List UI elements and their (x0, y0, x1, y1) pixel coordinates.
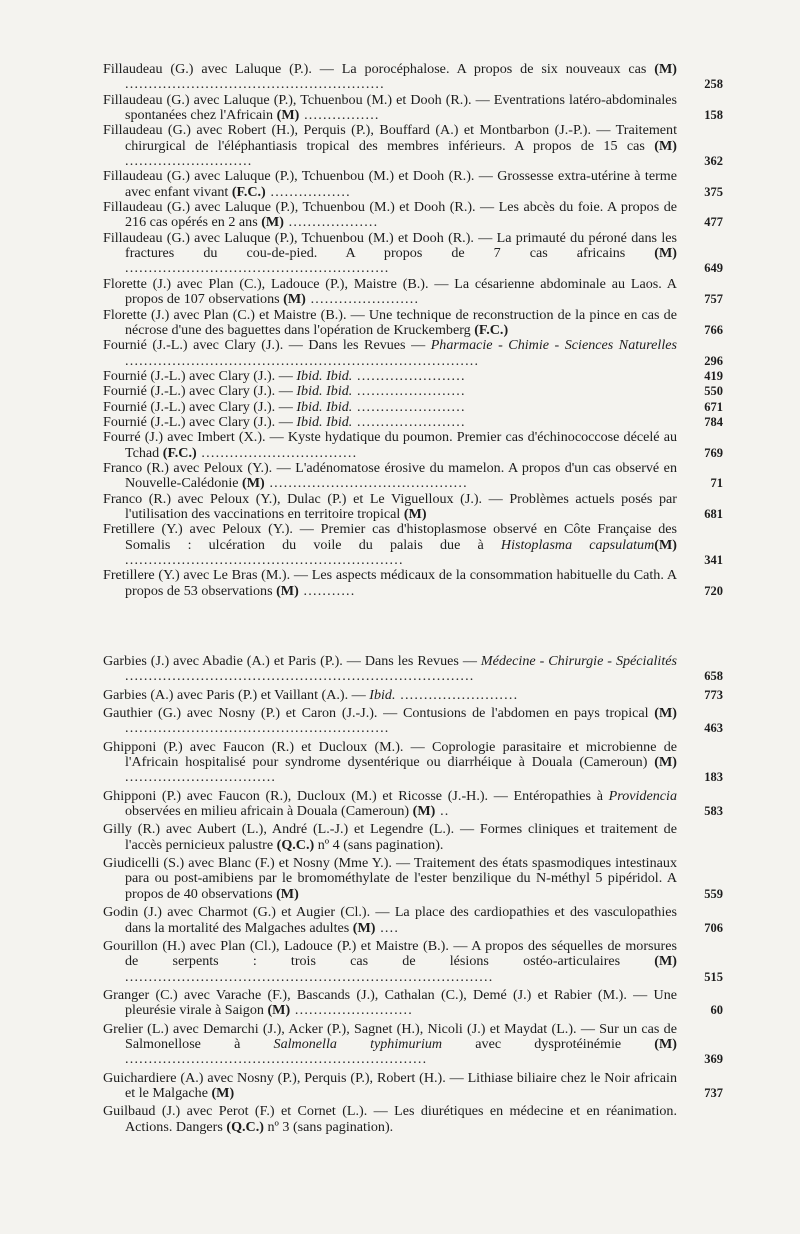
entry-page-number: 477 (704, 215, 723, 230)
index-entry (103, 277, 723, 308)
entry-citation: Grelier (L.) avec Demarchi (J.), Acker (P.), Sagnet (H.), Nicoli (J.) et Maydat (L.). — Sur un cas de Salmonellose à (103, 1020, 677, 1052)
entry-citation: Fillaudeau (G.) avec Laluque (P.), Tchuenbou (M.) et Dooh (R.). — Grossesse extra-utérine à terme avec enfant vivant (103, 168, 677, 200)
entry-text (103, 62, 677, 93)
entry-citation: Fournié (J.-L.) avec Clary (J.). — Dans les Revues — (103, 337, 431, 354)
entry-citation: Fillaudeau (G.) avec Robert (H.), Perquis (P.), Bouffard (A.) et Montbarbon (J.-P.). — Traitement chirurgical de l'éléphantiasis tropical des membres inférieurs. A propos de 15 cas (103, 122, 677, 154)
entry-leader-dots: ........................................................... (125, 552, 404, 568)
entry-leader-dots: ....................... (352, 413, 466, 430)
entry-text (103, 789, 677, 820)
entry-page-number: 375 (704, 184, 723, 199)
entry-citation: Fillaudeau (G.) avec Laluque (P.), Tchuenbou (M.) et Dooh (R.). — Eventrations latéro-abdominales spontanées chez l'Africain (103, 91, 677, 124)
entry-leader-dots: ........................... (125, 153, 253, 170)
entry-page-number: 183 (704, 770, 723, 785)
entry-citation: Fournié (J.-L.) avec Clary (J.). — (103, 367, 297, 384)
entry-type-badge: (M) (654, 1035, 677, 1052)
entry-citation: Gourillon (H.) avec Plan (Cl.), Ladouce (P.) et Maistre (B.). — A propos des séquelles de morsures de serpents : trois cas de lésions ostéo-articulaires (103, 937, 677, 970)
entry-leader-dots: ....................... (352, 398, 466, 415)
entry-type-badge: (Q.C.) (276, 836, 315, 853)
index-entry (103, 905, 723, 936)
entry-citation: Franco (R.) avec Peloux (Y.), Dulac (P.) et Le Viguelloux (J.). — Problèmes actuels posés par l'utilisation des vaccinations en territoire tropical (103, 490, 677, 522)
entry-italic-title: Ibid. Ibid. (296, 413, 353, 430)
entry-citation-cont: observées en milieu africain à Douala (Cameroun) (125, 803, 413, 820)
entry-text (103, 568, 677, 599)
entry-leader-dots: ........................................................................... (125, 352, 480, 369)
index-entry (103, 1071, 723, 1102)
entry-page-number: 671 (704, 399, 723, 414)
entry-type-badge: (M) (276, 582, 299, 599)
entry-page-number: 296 (704, 353, 723, 368)
entry-leader-dots: ................................ (125, 769, 277, 786)
index-entry (103, 338, 723, 369)
index-entry (103, 939, 723, 985)
entry-text (103, 1104, 677, 1135)
entry-italic-title: Pharmacie - Chimie - Sciences Naturelles (430, 337, 677, 354)
entry-type-badge: (M) (261, 214, 284, 231)
entry-leader-dots: ................................. (196, 444, 358, 461)
entry-text (103, 415, 677, 430)
entry-leader-dots: .... (375, 919, 400, 936)
entry-note: nº 4 (sans pagination). (314, 836, 444, 853)
entry-page-number: 60 (710, 1003, 723, 1018)
entry-page-number: 681 (704, 506, 723, 521)
entry-citation: Florette (J.) avec Plan (C.) et Maistre (B.). — Une technique de reconstruction de la pince en cas de nécrose d'une des baguettes dans l'opération de Kruckemberg (103, 306, 677, 338)
index-entry (103, 1022, 723, 1068)
entry-citation: Fournié (J.-L.) avec Clary (J.). — (103, 383, 297, 400)
entry-page-number: 71 (710, 476, 723, 491)
entry-citation: Guilbaud (J.) avec Perot (F.) et Cornet (L.). — Les diurétiques en médecine et en réanimation. Actions. Dangers (103, 1103, 677, 1135)
index-entry (103, 822, 723, 853)
index-entry (103, 200, 723, 231)
entry-citation: Fillaudeau (G.) avec Laluque (P.). — La porocéphalose. A propos de six nouveaux cas (103, 61, 655, 77)
entry-page-number: 583 (704, 804, 723, 819)
entry-type-badge: (M) (654, 754, 677, 771)
index-entry (103, 856, 723, 902)
entry-page-number: 515 (704, 969, 723, 984)
entry-type-badge: (M) (403, 505, 427, 522)
entry-page-number: 766 (704, 322, 723, 337)
entry-citation: Gauthier (G.) avec Nosny (P.) et Caron (J.-J.). — Contusions de l'abdomen en pays tropical (103, 705, 655, 722)
index-entry (103, 123, 723, 169)
entry-citation: Ghipponi (P.) avec Faucon (R.) et Ducloux (M.). — Coprologie parasitaire et microbienne de l'Africain hospitalisé pour syndrome dysentérique ou diarrhéique à Douala (Cameroun) (103, 738, 677, 771)
entry-text (103, 905, 677, 936)
entry-text (103, 522, 677, 568)
index-entry (103, 62, 723, 93)
entry-citation: Giudicelli (S.) avec Blanc (F.) et Nosny (Mme Y.). — Traitement des états spasmodiques intestinaux para ou post-amibiens par le bromométhylate de l'ester benzilique du N-méthyl 5 pipéridol. A propos de 40 observations (103, 855, 677, 902)
entry-leader-dots: .............................................................................. (125, 968, 494, 985)
entry-page-number: 757 (704, 292, 723, 307)
index-entry (103, 308, 723, 339)
entry-leader-dots: ................ (299, 107, 380, 124)
entry-italic-title: Ibid. Ibid. (296, 383, 353, 400)
entry-citation: Garbies (J.) avec Abadie (A.) et Paris (P.). — Dans les Revues — (103, 653, 481, 669)
entry-text (103, 822, 677, 853)
entry-page-number: 559 (704, 886, 723, 901)
entry-type-badge: (M) (654, 137, 677, 154)
entry-text (103, 706, 677, 737)
entry-text (103, 200, 677, 231)
entry-leader-dots: ........................................................ (125, 260, 390, 277)
entry-citation: Franco (R.) avec Peloux (Y.). — L'adénomatose érosive du mamelon. A propos d'un cas observé en Nouvelle-Calédonie (103, 459, 677, 492)
entry-citation: Fournié (J.-L.) avec Clary (J.). — (103, 398, 297, 415)
entry-page-number: 158 (704, 108, 723, 123)
index-entry (103, 415, 723, 430)
entry-italic-title: Ibid. Ibid. (296, 367, 353, 384)
entry-text (103, 277, 677, 308)
index-entry (103, 231, 723, 277)
entry-text (103, 123, 677, 169)
entry-leader-dots: ........... (298, 582, 356, 599)
entry-citation: Fillaudeau (G.) avec Laluque (P.), Tchuenbou (M.) et Dooh (R.). — La primauté du péroné dans les fractures du cou-de-pied. A propos de 7 cas africains (103, 229, 677, 262)
entry-text (103, 461, 677, 492)
entry-text (103, 308, 677, 339)
entry-text (103, 688, 677, 703)
index-entry (103, 789, 723, 820)
entry-page-number: 463 (704, 721, 723, 736)
entry-type-badge: (F.C.) (231, 183, 266, 200)
entry-leader-dots: ......................... (290, 1002, 413, 1019)
entry-page-number: 773 (704, 687, 723, 702)
entry-italic-title: Histoplasma capsulatum (500, 536, 655, 553)
entry-type-badge: (F.C.) (474, 321, 509, 338)
entry-text (103, 93, 677, 124)
entry-text (103, 988, 677, 1019)
entry-leader-dots: ................... (283, 214, 379, 231)
entry-citation: Ghipponi (P.) avec Faucon (R.), Ducloux (M.) et Ricosse (J.-H.). — Entéropathies à (103, 787, 609, 804)
entry-citation: Garbies (A.) avec Paris (P.) et Vaillant (A.). — (103, 686, 370, 703)
entry-italic-title: Médecine - Chirurgie - Spécialités (480, 653, 677, 669)
entry-text (103, 231, 677, 277)
entry-type-badge: (M) (654, 245, 677, 262)
entry-page-number: 550 (704, 384, 723, 399)
entry-type-badge: (M) (276, 885, 299, 902)
index-entry (103, 400, 723, 415)
entry-citation-cont: avec dysprotéinémie (442, 1035, 655, 1052)
entry-italic-title: Ibid. Ibid. (296, 398, 353, 415)
entry-leader-dots: ....................................................... (125, 76, 385, 93)
entry-text (103, 856, 677, 902)
entry-page-number: 258 (704, 77, 723, 92)
index-entry (103, 461, 723, 492)
entry-text (103, 492, 677, 523)
entry-type-badge: (M) (412, 803, 436, 820)
index-entry (103, 384, 723, 399)
entry-citation: Fournié (J.-L.) avec Clary (J.). — (103, 413, 297, 430)
entry-text (103, 740, 677, 786)
entry-leader-dots: ........................................................ (125, 720, 390, 737)
entry-text (103, 1071, 677, 1102)
entry-leader-dots: ................................................................ (125, 1051, 428, 1068)
entry-citation: Fretillere (Y.) avec Le Bras (M.). — Les aspects médicaux de la consommation habituelle du Cath. A propos de 53 observations (103, 567, 677, 599)
index-entry (103, 169, 723, 200)
entry-page-number: 341 (704, 553, 723, 567)
entry-leader-dots: ....................... (352, 367, 466, 384)
index-entry (103, 654, 723, 685)
index-entry (103, 522, 723, 568)
entry-type-badge: (M) (276, 107, 300, 124)
index-entry (103, 688, 723, 703)
index-entry (103, 430, 723, 461)
entry-italic-title: Salmonella typhimurium (273, 1035, 443, 1052)
entry-leader-dots: ....................... (352, 383, 466, 400)
entry-page-number: 737 (704, 1085, 723, 1100)
entry-leader-dots: ......................... (395, 686, 519, 703)
entry-text (103, 169, 677, 200)
entry-type-badge: (Q.C.) (226, 1118, 264, 1135)
entry-text (103, 430, 677, 461)
entry-type-badge: (M) (654, 953, 677, 970)
entry-italic-title: Ibid. (369, 686, 396, 703)
entry-text (103, 369, 677, 384)
entry-citation: Fretillere (Y.) avec Peloux (Y.). — Premier cas d'histoplasmose observé en Côte Française des Somalis : ulcération du voile du palais due à (103, 521, 677, 553)
index-entry (103, 706, 723, 737)
entry-type-badge: (M) (283, 291, 306, 308)
entry-type-badge: (M) (654, 705, 677, 722)
entry-page-number: 658 (704, 669, 723, 684)
entry-leader-dots: .......................................... (264, 475, 468, 492)
index-entry (103, 369, 723, 384)
entry-page-number: 706 (704, 920, 723, 935)
entry-page-number: 419 (704, 368, 723, 383)
index-section-f (103, 62, 723, 599)
index-entry (103, 740, 723, 786)
entry-text (103, 338, 677, 369)
entry-page-number: 769 (704, 445, 723, 460)
entry-italic-title: Providencia (608, 787, 677, 804)
index-entry (103, 1104, 723, 1135)
entry-page-number: 362 (704, 154, 723, 169)
entry-leader-dots: .. (435, 803, 450, 820)
entry-type-badge: (M) (654, 536, 677, 553)
entry-type-badge: (M) (242, 475, 265, 492)
entry-citation: Guichardiere (A.) avec Nosny (P.), Perquis (P.), Robert (H.). — Lithiase biliaire chez le Noir africain et le Malgache (103, 1069, 677, 1101)
entry-citation: Fourré (J.) avec Imbert (X.). — Kyste hydatique du poumon. Premier cas d'échinococcose décelé au Tchad (103, 429, 677, 461)
entry-leader-dots: ................. (265, 183, 351, 200)
entry-page-number: 369 (704, 1052, 723, 1067)
entry-page-number: 784 (704, 414, 723, 429)
entry-citation: Gilly (R.) avec Aubert (L.), André (L.-J.) et Legendre (L.). — Formes cliniques et traitement de l'accès pernicieux palustre (103, 821, 677, 853)
entry-page-number: 720 (704, 583, 723, 598)
entry-text (103, 939, 677, 985)
entry-citation: Godin (J.) avec Charmot (G.) et Augier (Cl.). — La place des cardiopathies et des vasculopathies dans la mortalité des Malgaches adultes (103, 904, 677, 936)
entry-leader-dots: .......................................................................... (125, 668, 475, 685)
entry-citation: Florette (J.) avec Plan (C.), Ladouce (P.), Maistre (B.). — La césarienne abdominale au Laos. A propos de 107 observations (103, 275, 677, 308)
index-entry (103, 93, 723, 124)
entry-text (103, 654, 677, 685)
entry-text (103, 400, 677, 415)
index-entry (103, 492, 723, 523)
index-entry (103, 988, 723, 1019)
entry-citation: Granger (C.) avec Varache (F.), Bascands (J.), Cathalan (C.), Demé (J.) et Rabier (M.). — Une pleurésie virale à Saigon (103, 986, 677, 1019)
entry-type-badge: (M) (654, 61, 677, 77)
entry-note: nº 3 (sans pagination). (263, 1118, 394, 1135)
entry-type-badge: (M) (211, 1084, 235, 1101)
entry-leader-dots: ....................... (305, 291, 420, 308)
entry-text (103, 1022, 677, 1068)
index-entry (103, 568, 723, 599)
entry-type-badge: (M) (352, 919, 376, 936)
entry-text (103, 384, 677, 399)
index-section-g (103, 654, 723, 1138)
entry-type-badge: (F.C.) (162, 444, 197, 461)
entry-citation: Fillaudeau (G.) avec Laluque (P.), Tchuenbou (M.) et Dooh (R.). — Les abcès du foie. A propos de 216 cas opérés en 2 ans (103, 199, 677, 231)
entry-type-badge: (M) (267, 1002, 291, 1019)
entry-page-number: 649 (704, 261, 723, 276)
